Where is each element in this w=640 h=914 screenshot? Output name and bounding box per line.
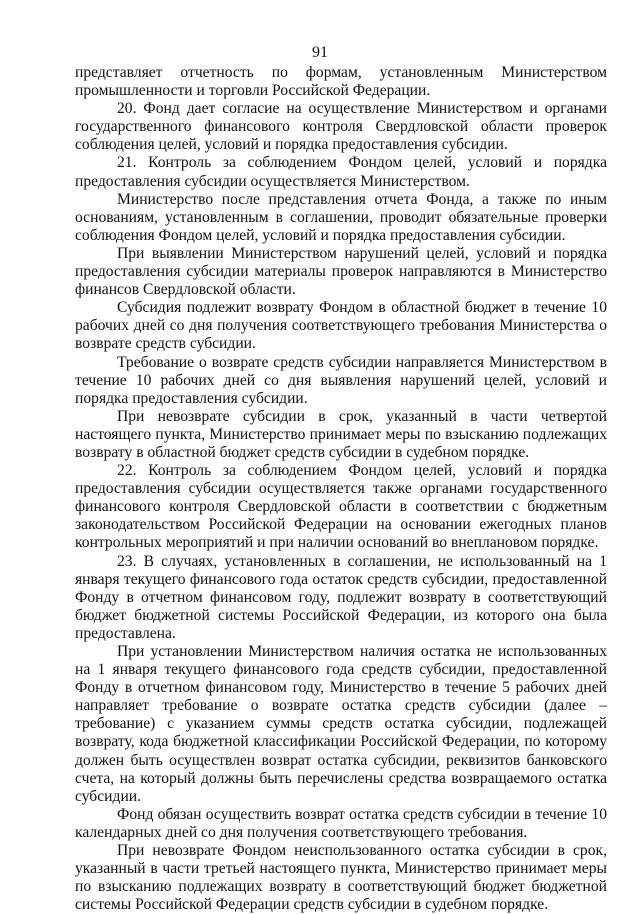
paragraph: 22. Контроль за соблюдением Фондом целей, условий и порядка предоставления субсидии осуществляется также органами государственного финансового контроля Свердловской области в соответствии с бюджетным законодательством Российской Федерации на основании ежегодных планов контрольных мероприятий и при наличии оснований во внеплановом порядке. xyxy=(75,462,607,552)
paragraph: При установлении Министерством наличия остатка не использованных на 1 января текущего финансового года средств субсидии, предоставленной Фонду в отчетном финансовом году, Министерство в течение 5 рабочих дней направляет требование о возврате остатка средств субсидии (далее – требование) с указанием суммы средств остатка субсидии, подлежащей возврату, кода бюджетной классификации Российской Федерации, по которому должен быть осуществлен возврат остатка субсидии, реквизитов банковского счета, на который должны быть перечислены средства возвращаемого остатка субсидии. xyxy=(75,643,607,805)
paragraph: Фонд обязан осуществить возврат остатка средств субсидии в течение 10 календарных дней со дня получения соответствующего требования. xyxy=(75,805,607,841)
document-body xyxy=(75,64,607,914)
paragraph: При невозврате Фондом неиспользованного остатка субсидии в срок, указанный в части третьей настоящего пункта, Министерство принимает меры по взысканию подлежащих возврату в соответствующий бюджет бюджетной системы Российской Федерации средств субсидии в судебном порядке. xyxy=(75,842,607,914)
paragraph: При невозврате субсидии в срок, указанный в части четвертой настоящего пункта, Министерство принимает меры по взысканию подлежащих возврату в областной бюджет средств субсидии в судебном порядке. xyxy=(75,407,607,461)
paragraph: 20. Фонд дает согласие на осуществление Министерством и органами государственного финансового контроля Свердловской области проверок соблюдения целей, условий и порядка предоставления субсидии. xyxy=(75,100,607,154)
paragraph: Требование о возврате средств субсидии направляется Министерством в течение 10 рабочих дней со дня выявления нарушений целей, условий и порядка предоставления субсидии. xyxy=(75,353,607,407)
paragraph: 21. Контроль за соблюдением Фондом целей, условий и порядка предоставления субсидии осуществляется Министерством. xyxy=(75,154,607,190)
paragraph: При выявлении Министерством нарушений целей, условий и порядка предоставления субсидии материалы проверок направляются в Министерство финансов Свердловской области. xyxy=(75,244,607,299)
page-number: 91 xyxy=(312,44,328,61)
paragraph: Министерство после представления отчета Фонда, а также по иным основаниям, установленным в соглашении, проводит обязательные проверки соблюдения Фондом целей, условий и порядка предоставления субсидии. xyxy=(75,190,607,244)
paragraph: Субсидия подлежит возврату Фондом в областной бюджет в течение 10 рабочих дней со дня получения соответствующего требования Министерства о возврате средств субсидии. xyxy=(75,299,607,353)
paragraph: представляет отчетность по формам, установленным Министерством промышленности и торговли Российской Федерации. xyxy=(75,64,607,100)
paragraph: 23. В случаях, установленных в соглашении, не использованный на 1 января текущего финансового года остаток средств субсидии, предоставленной Фонду в отчетном финансовом году, подлежит возврату в соответствующий бюджет бюджетной системы Российской Федерации, из которого она была предоставлена. xyxy=(75,552,607,642)
